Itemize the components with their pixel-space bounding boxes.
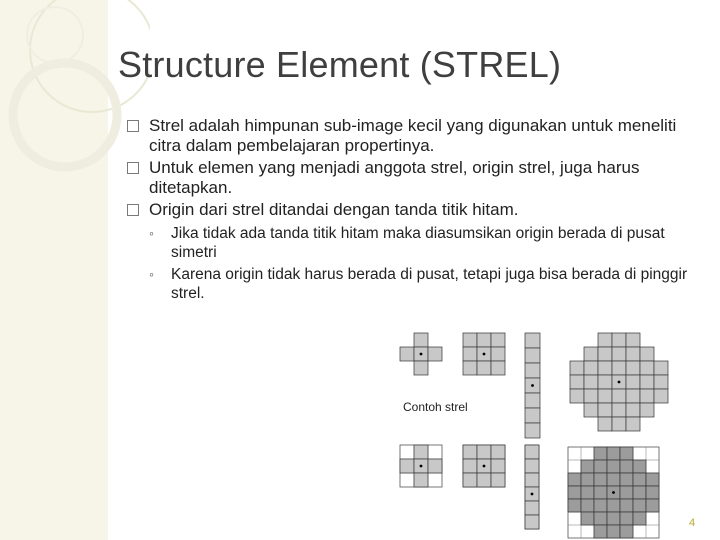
strel-cell — [581, 499, 594, 512]
strel-cell — [598, 389, 612, 403]
strel-cell — [612, 403, 626, 417]
strel-cell — [594, 460, 607, 473]
strel-cell — [620, 525, 633, 538]
strel-cell — [646, 473, 659, 486]
strel-cell — [626, 389, 640, 403]
strel-cell — [463, 473, 477, 487]
strel-cell — [525, 348, 540, 363]
strel-cell — [525, 515, 539, 529]
strel-cell — [594, 473, 607, 486]
origin-dot — [612, 491, 615, 494]
strel-cell — [463, 347, 477, 361]
strel-cell — [607, 512, 620, 525]
strel-cell — [598, 375, 612, 389]
origin-dot — [483, 465, 486, 468]
strel-cell — [607, 525, 620, 538]
strel-cell — [581, 460, 594, 473]
strel-cell — [633, 499, 646, 512]
strel-cell — [598, 403, 612, 417]
strel-cell — [491, 361, 505, 375]
origin-dot — [420, 465, 423, 468]
strel-cell — [463, 445, 477, 459]
strel-cell — [633, 486, 646, 499]
strel-cell — [581, 486, 594, 499]
strel-cell — [633, 512, 646, 525]
strel-cell — [400, 347, 414, 361]
strel-cell — [477, 361, 491, 375]
origin-dot — [618, 381, 621, 384]
strel-cell — [626, 347, 640, 361]
strel-cell — [654, 361, 668, 375]
strel-cell — [414, 473, 428, 487]
slide-title: Structure Element (STREL) — [118, 44, 562, 85]
strel-cell — [594, 499, 607, 512]
strel-cell — [525, 408, 540, 423]
strel-cell — [414, 333, 428, 347]
strel-cell — [570, 375, 584, 389]
figure-caption: Contoh strel — [403, 400, 468, 414]
strel-cell — [633, 473, 646, 486]
strel-cell — [612, 347, 626, 361]
strel-cell — [570, 361, 584, 375]
strel-cell — [612, 333, 626, 347]
strel-cell — [626, 417, 640, 431]
strel-cell — [491, 459, 505, 473]
strel-cell — [428, 459, 442, 473]
strel-cell — [594, 486, 607, 499]
strel-cell — [633, 460, 646, 473]
strel-cell — [428, 347, 442, 361]
origin-dot — [483, 353, 486, 356]
strel-cell — [525, 333, 540, 348]
strel-cell — [620, 486, 633, 499]
strel-cell — [646, 486, 659, 499]
strel-cell — [626, 361, 640, 375]
strel-cell — [525, 445, 539, 459]
strel-cell — [584, 389, 598, 403]
ring-bullet-icon: ◦ — [149, 225, 154, 241]
strel-cell — [463, 459, 477, 473]
strel-cell — [607, 473, 620, 486]
strel-cell — [477, 333, 491, 347]
strel-cell — [525, 393, 540, 408]
strel-cell — [620, 473, 633, 486]
strel-cell — [414, 445, 428, 459]
strel-cell — [568, 499, 581, 512]
strel-cell — [581, 512, 594, 525]
origin-dot — [531, 384, 534, 387]
bullet-text: Strel adalah himpunan sub-image kecil yang digunakan untuk meneliti citra dalam pembelajaran propertinya. — [149, 116, 677, 155]
strel-cell — [612, 389, 626, 403]
strel-cell — [491, 445, 505, 459]
strel-cell — [620, 499, 633, 512]
sub-bullet-text: Jika tidak ada tanda titik hitam maka diasumsikan origin berada di pusat simetri — [171, 225, 665, 261]
bullet-text: Untuk elemen yang menjadi anggota strel, origin strel, juga harus ditetapkan. — [149, 158, 640, 197]
page-number: 4 — [689, 517, 696, 529]
strel-cell — [525, 473, 539, 487]
strel-cell — [620, 460, 633, 473]
strel-cell — [463, 333, 477, 347]
strel-cell — [654, 375, 668, 389]
strel-cell — [584, 403, 598, 417]
strel-cell — [581, 473, 594, 486]
strel-cell — [598, 417, 612, 431]
strel-cell — [584, 347, 598, 361]
strel-cell — [612, 361, 626, 375]
strel-cell — [400, 459, 414, 473]
strel-cell — [640, 389, 654, 403]
strel-cell — [594, 525, 607, 538]
strel-cell — [491, 347, 505, 361]
strel-cell — [525, 423, 540, 438]
strel-cell — [640, 403, 654, 417]
strel-cell — [568, 473, 581, 486]
strel-cell — [598, 347, 612, 361]
strel-cell — [594, 512, 607, 525]
strel-cell — [607, 447, 620, 460]
sub-bullet-text: Karena origin tidak harus berada di pusat, tetapi juga bisa berada di pinggir strel. — [171, 266, 688, 302]
strel-cell — [568, 486, 581, 499]
strel-cell — [607, 460, 620, 473]
strel-cell — [598, 361, 612, 375]
strel-cell — [477, 473, 491, 487]
strel-cell — [525, 363, 540, 378]
strel-cell — [654, 389, 668, 403]
strel-cell — [594, 447, 607, 460]
strel-cell — [607, 499, 620, 512]
ring-bullet-icon: ◦ — [149, 266, 154, 282]
strel-cell — [640, 361, 654, 375]
strel-cell — [612, 417, 626, 431]
strel-cell — [570, 389, 584, 403]
strel-cell — [525, 459, 539, 473]
strel-cell — [626, 333, 640, 347]
strel-cell — [491, 333, 505, 347]
strel-cell — [626, 375, 640, 389]
origin-dot — [531, 493, 534, 496]
strel-cell — [584, 361, 598, 375]
strel-cell — [640, 347, 654, 361]
strel-cell — [620, 512, 633, 525]
strel-cell — [598, 333, 612, 347]
strel-cell — [626, 403, 640, 417]
strel-cell — [525, 501, 539, 515]
origin-dot — [420, 353, 423, 356]
bullet-text: Origin dari strel ditandai dengan tanda titik hitam. — [149, 200, 519, 219]
strel-cell — [620, 447, 633, 460]
strel-cell — [640, 375, 654, 389]
strel-cell — [477, 445, 491, 459]
strel-cell — [584, 375, 598, 389]
strel-cell — [646, 499, 659, 512]
strel-cell — [463, 361, 477, 375]
strel-cell — [491, 473, 505, 487]
strel-cell — [414, 361, 428, 375]
